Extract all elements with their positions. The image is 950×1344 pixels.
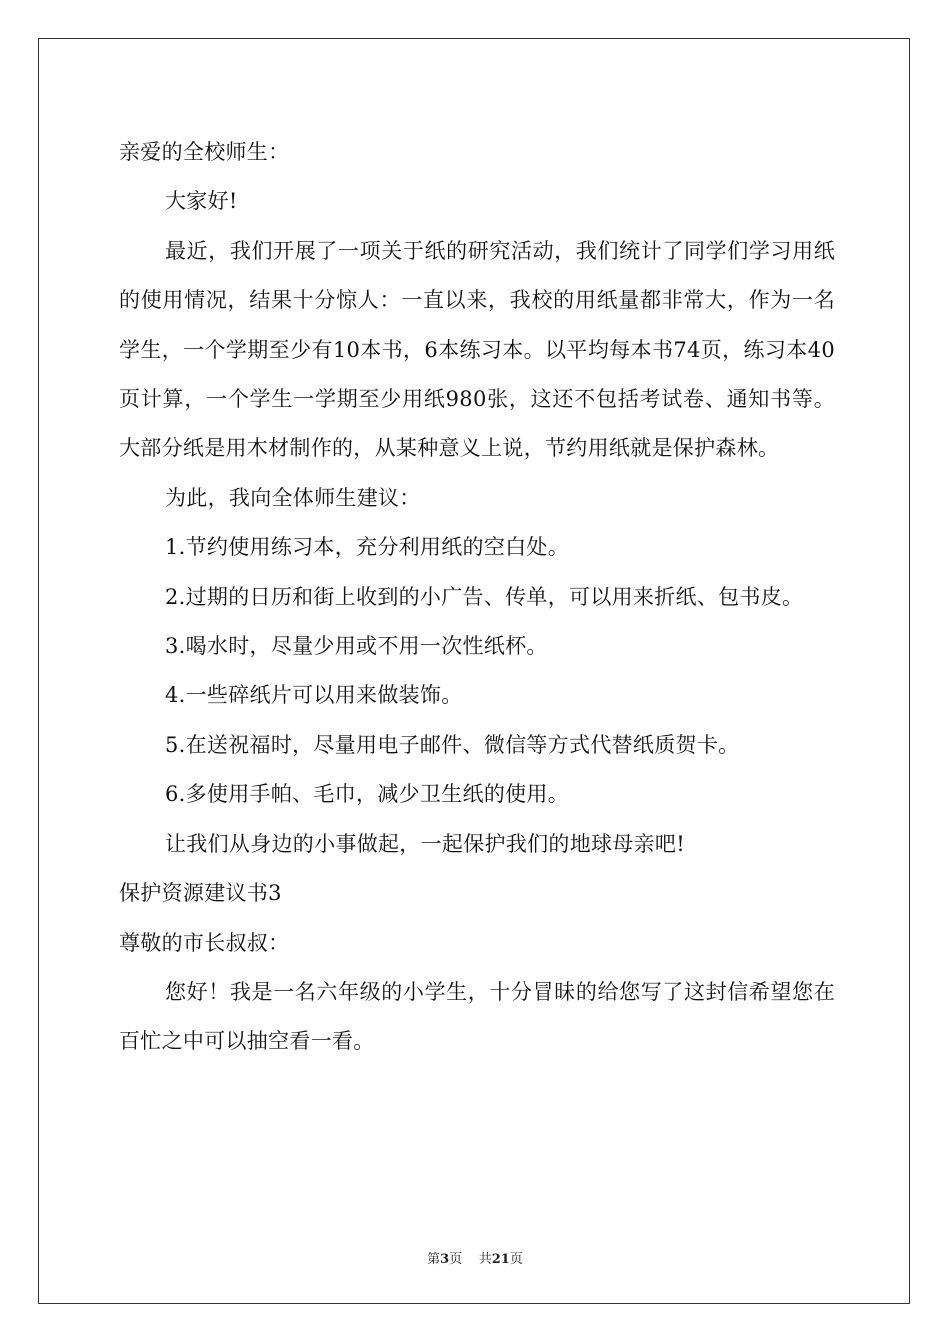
page-total: 21 [491,1252,510,1267]
closing-line: 让我们从身边的小事做起，一起保护我们的地球母亲吧! [165,831,685,856]
total-prefix: 共 [478,1252,492,1267]
suggestion-item-6: 6.多使用手帕、毛巾，减少卫生纸的使用。 [165,782,570,807]
proposal-intro: 为此，我向全体师生建议： [165,485,421,510]
suggestion-item-4: 4.一些碎纸片可以用来做装饰。 [165,683,463,708]
page-current: 3 [440,1252,450,1267]
greeting: 亲爱的全校师生： [119,140,290,164]
document-body [119,128,835,1067]
page-prefix: 第 [427,1252,441,1267]
suggestion-item-1: 1.节约使用练习本，充分利用纸的空白处。 [165,535,570,560]
next-salutation: 尊敬的市长叔叔： [119,930,290,955]
page-suffix: 页 [449,1252,463,1267]
suggestion-item-2: 2.过期的日历和街上收到的小广告、传单，可以用来折纸、包书皮。 [165,584,804,609]
suggestion-item-5: 5.在送祝福时，尽量用电子邮件、微信等方式代替纸质贺卡。 [165,732,740,757]
total-suffix: 页 [509,1252,523,1267]
section-title: 保护资源建议书3 [119,881,282,906]
body-paragraph: 最近，我们开展了一项关于纸的研究活动，我们统计了同学们学习用纸的使用情况，结果十分惊人：一直以来，我校的用纸量都非常大，作为一名学生，一个学期至少有10本书，6本练习本。以平均每本书74页，练习本40页计算，一个学生一学期至少用纸980张，这还不包括考试卷、通知书等。大部分纸是用木材制作的，从某种意义上说，节约用纸就是保护森林。 [119,238,835,461]
page-footer [0,1248,950,1267]
hello-line: 大家好! [165,189,238,214]
next-opening-paragraph: 您好！我是一名六年级的小学生，十分冒昧的给您写了这封信希望您在百忙之中可以抽空看一看。 [119,979,835,1054]
suggestion-item-3: 3.喝水时，尽量少用或不用一次性纸杯。 [165,634,548,659]
